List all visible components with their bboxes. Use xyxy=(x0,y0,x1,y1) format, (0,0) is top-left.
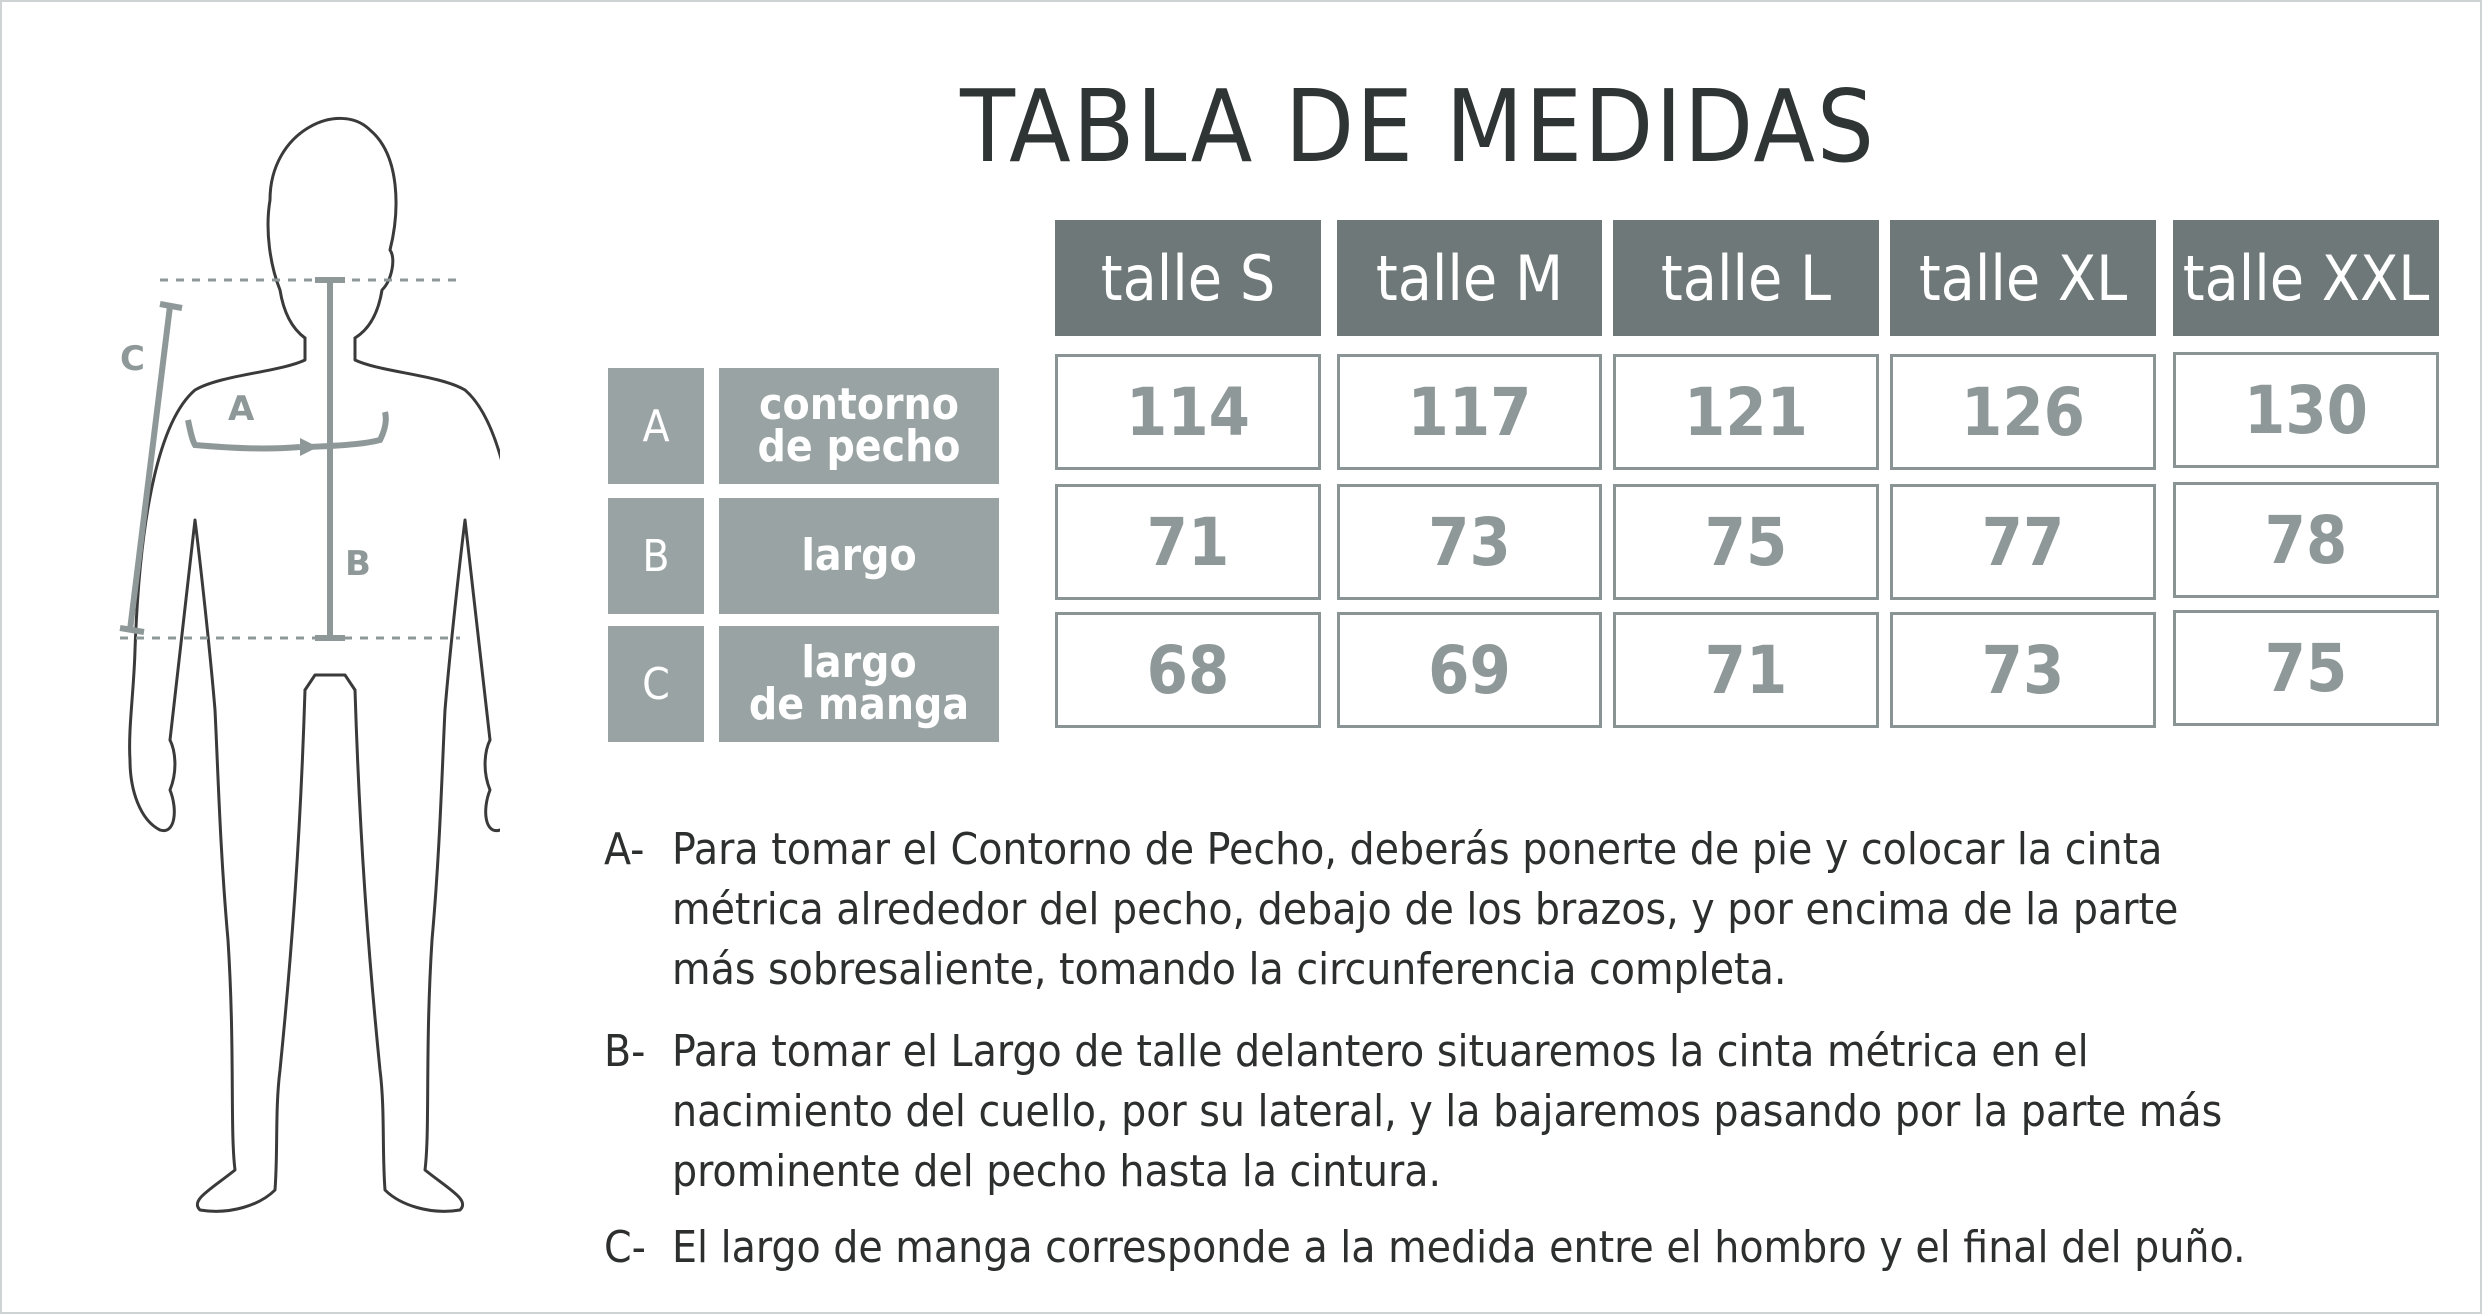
sleeve-c-bottom-cap xyxy=(120,628,144,632)
value-a-m: 117 xyxy=(1337,354,1602,470)
value-b-s: 71 xyxy=(1055,484,1321,600)
note-a xyxy=(604,820,2178,1000)
value-a-xl: 126 xyxy=(1890,354,2156,470)
note-b-label: B- xyxy=(604,1026,646,1077)
size-header-m: talle M xyxy=(1337,220,1602,336)
value-c-s: 68 xyxy=(1055,612,1321,728)
size-header-xl: talle XL xyxy=(1890,220,2156,336)
figure-label-a: A xyxy=(228,389,255,429)
size-header-xxl: talle XXL xyxy=(2173,220,2439,336)
measurement-guides xyxy=(120,280,460,638)
chest-a-arrowhead xyxy=(300,438,318,456)
note-a-line3: más sobresaliente, tomando la circunferencia completa. xyxy=(672,944,1787,995)
figure-label-c: C xyxy=(120,339,145,379)
value-b-xxl: 78 xyxy=(2173,482,2439,598)
chest-a-back-line xyxy=(305,412,386,447)
value-b-m: 73 xyxy=(1337,484,1602,600)
note-a-line1: Para tomar el Contorno de Pecho, deberás ponerte de pie y colocar la cinta xyxy=(672,824,2163,875)
note-b-line3: prominente del pecho hasta la cintura. xyxy=(672,1146,1442,1197)
row-label-a xyxy=(719,368,999,484)
value-c-m: 69 xyxy=(1337,612,1602,728)
note-c-label: C- xyxy=(604,1222,646,1273)
row-label-b xyxy=(719,498,999,614)
note-c xyxy=(604,1218,2246,1278)
row-label-c-line2: de manga xyxy=(748,679,970,730)
value-c-xl: 73 xyxy=(1890,612,2156,728)
note-a-line2: métrica alrededor del pecho, debajo de los brazos, y por encima de la parte xyxy=(672,884,2179,935)
note-a-label: A- xyxy=(604,824,645,875)
value-a-xxl: 130 xyxy=(2173,352,2439,468)
sleeve-c-top-cap xyxy=(160,304,182,308)
value-b-l: 75 xyxy=(1613,484,1879,600)
value-a-s: 114 xyxy=(1055,354,1321,470)
size-header-l: talle L xyxy=(1613,220,1879,336)
row-label-c xyxy=(719,626,999,742)
row-label-b-line1: largo xyxy=(801,530,917,581)
value-c-l: 71 xyxy=(1613,612,1879,728)
note-c-line1: El largo de manga corresponde a la medida entre el hombro y el final del puño. xyxy=(672,1222,2246,1273)
note-b xyxy=(604,1022,2222,1202)
body-figure-illustration xyxy=(100,90,500,1240)
row-label-c-line1: largo xyxy=(801,637,917,688)
note-b-line1: Para tomar el Largo de talle delantero situaremos la cinta métrica en el xyxy=(672,1026,2089,1077)
row-label-a-line1: contorno xyxy=(759,379,959,430)
value-c-xxl: 75 xyxy=(2173,610,2439,726)
page-title: TABLA DE MEDIDAS xyxy=(960,68,1877,185)
row-key-c: C xyxy=(608,626,704,742)
note-b-line2: nacimiento del cuello, por su lateral, y la bajaremos pasando por la parte más xyxy=(672,1086,2223,1137)
size-header-s: talle S xyxy=(1055,220,1321,336)
value-b-xl: 77 xyxy=(1890,484,2156,600)
figure-label-b: B xyxy=(345,544,371,584)
body-outline xyxy=(130,118,500,1211)
value-a-l: 121 xyxy=(1613,354,1879,470)
row-key-a: A xyxy=(608,368,704,484)
row-label-a-line2: de pecho xyxy=(757,421,961,472)
row-key-b: B xyxy=(608,498,704,614)
